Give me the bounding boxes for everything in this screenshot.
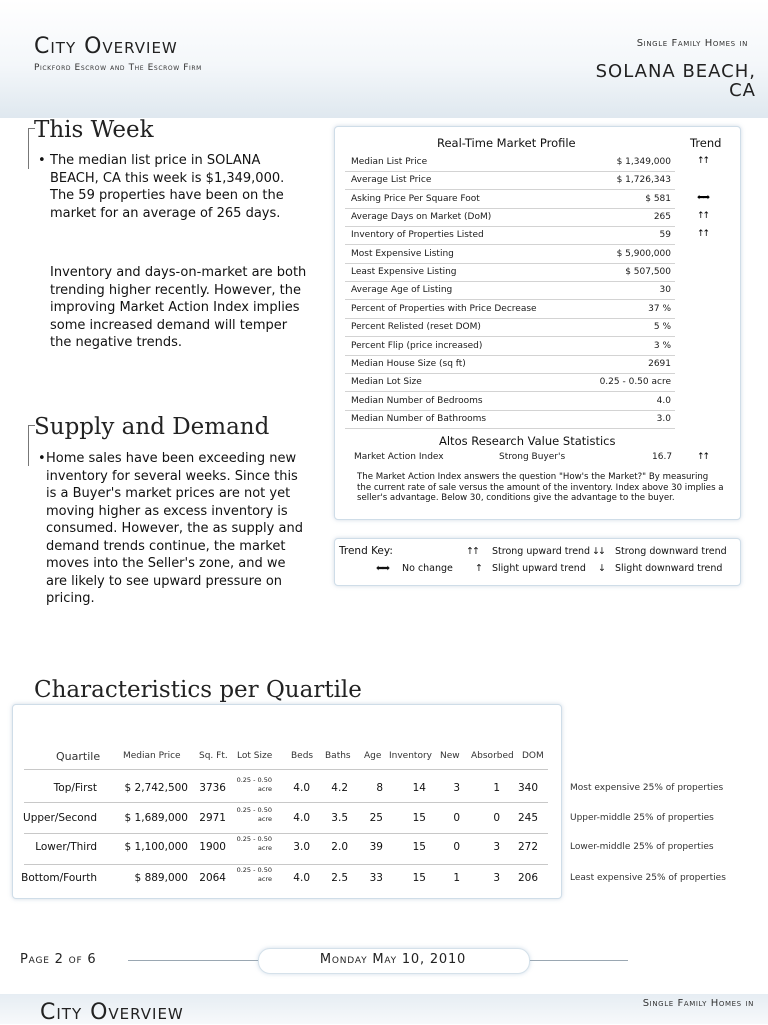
quartile-price-cell: $ 1,100,000 <box>124 841 188 853</box>
quartile-beds-cell: 4.0 <box>293 872 310 884</box>
metric-value: $ 5,900,000 <box>616 249 671 259</box>
quartile-dom-cell: 272 <box>517 841 538 853</box>
quartile-sqft-cell: 2971 <box>199 812 226 824</box>
market-profile-row <box>345 281 675 300</box>
market-profile-row <box>345 300 675 319</box>
slight-upward-icon: ↑ <box>475 563 483 574</box>
no-change-label: No change <box>402 563 453 574</box>
market-profile-row <box>345 226 675 245</box>
market-profile-row <box>345 171 675 190</box>
altos-title: Altos Research Value Statistics <box>439 434 616 448</box>
mai-label: Market Action Index <box>354 452 444 462</box>
quartile-baths-cell: 2.0 <box>331 841 348 853</box>
quartile-new-cell: 0 <box>453 812 460 824</box>
quartile-dom-cell: 340 <box>517 782 538 794</box>
this-week-paragraph-2: Inventory and days-on-market are both trending higher recently. However, the improving Market Action Index implies some increased demand will temper the negative trends. <box>50 265 307 350</box>
quartile-absorbed-cell: 3 <box>493 841 500 853</box>
market-profile-row <box>345 245 675 264</box>
next-page-property-type: Single Family Homes in <box>642 998 754 1009</box>
metric-label: Average List Price <box>351 175 432 185</box>
quartile-description: Least expensive 25% of properties <box>570 873 726 883</box>
city-line: SOLANA BEACH, <box>595 61 756 82</box>
col-inventory: Inventory <box>389 751 432 761</box>
page-title: City Overview <box>34 34 178 59</box>
market-profile-row <box>345 190 675 209</box>
col-new: New <box>440 751 460 761</box>
metric-label: Median House Size (sq ft) <box>351 359 466 369</box>
page-number: Page 2 of 6 <box>20 952 97 967</box>
col-dom: DOM <box>522 751 544 761</box>
quartile-description: Upper-middle 25% of properties <box>570 813 714 823</box>
row-divider <box>24 864 548 865</box>
quartile-new-cell: 1 <box>453 872 460 884</box>
metric-label: Median Number of Bathrooms <box>351 414 487 424</box>
market-profile-row <box>345 208 675 227</box>
quartile-price-cell: $ 889,000 <box>134 872 188 884</box>
metric-label: Average Age of Listing <box>351 285 453 295</box>
col-quartile: Quartile <box>56 750 101 763</box>
slight-downward-icon: ↓ <box>598 563 606 574</box>
quartile-lot-unit: acre <box>257 785 272 793</box>
quartile-dom-cell: 206 <box>517 872 538 884</box>
city-name <box>536 62 756 100</box>
metric-value: $ 507,500 <box>625 267 671 277</box>
market-profile-row <box>345 153 675 172</box>
col-age: Age <box>364 751 382 761</box>
property-type-label: Single Family Homes in <box>636 38 748 49</box>
metric-label: Median Lot Size <box>351 377 422 387</box>
metric-value: 3.0 <box>656 414 671 424</box>
quartile-lot-range: 0.25 - 0.50 <box>236 866 272 874</box>
quartile-baths-cell: 4.2 <box>331 782 348 794</box>
row-divider <box>24 769 548 770</box>
market-profile-title: Real-Time Market Profile <box>437 136 576 150</box>
strong-upward-icon: ↑↑ <box>697 156 709 166</box>
metric-label: Percent Flip (price increased) <box>351 341 483 351</box>
mai-note: The Market Action Index answers the question "How's the Market?" By measuring the current rate of sale versus the amount of the inventory. Index above 30 implies a seller's advantage. Below 30, conditions give the advantage to the buyer. <box>357 472 724 503</box>
col-lot: Lot Size <box>237 751 273 761</box>
metric-label: Asking Price Per Square Foot <box>351 194 480 204</box>
slight-downward-label: Slight downward trend <box>615 563 723 574</box>
quartile-name-cell: Bottom/Fourth <box>21 872 97 884</box>
metric-value: $ 1,349,000 <box>616 157 671 167</box>
market-profile-row <box>345 410 675 429</box>
market-profile-row <box>345 392 675 411</box>
quartile-inventory-cell: 14 <box>412 782 426 794</box>
next-page-title: City Overview <box>40 1000 184 1025</box>
this-week-paragraph-1: The median list price in SOLANA BEACH, CA this week is $1,349,000. The 59 properties have been on the market for an average of 265 days. <box>50 153 285 221</box>
page-header <box>0 0 768 118</box>
strong-upward-icon: ↑↑ <box>697 452 709 462</box>
metric-value: $ 581 <box>645 194 671 204</box>
strong-upward-icon: ↑↑ <box>697 211 709 221</box>
quartile-age-cell: 33 <box>369 872 383 884</box>
quartile-dom-cell: 245 <box>517 812 538 824</box>
quartile-sqft-cell: 2064 <box>199 872 226 884</box>
quartile-beds-cell: 4.0 <box>293 782 310 794</box>
footer-date: Monday May 10, 2010 <box>319 952 467 967</box>
metric-label: Percent of Properties with Price Decrease <box>351 304 537 314</box>
state-line: CA <box>729 80 756 101</box>
col-sqft: Sq. Ft. <box>199 751 228 761</box>
quartile-lot-unit: acre <box>257 815 272 823</box>
quartile-name-cell: Top/First <box>53 782 97 794</box>
metric-label: Median Number of Bedrooms <box>351 396 483 406</box>
strong-downward-icon: ↓↓ <box>592 546 604 557</box>
quartile-lot-unit: acre <box>257 875 272 883</box>
row-divider <box>24 833 548 834</box>
supply-demand-title: Supply and Demand <box>34 414 270 440</box>
quartile-new-cell: 3 <box>453 782 460 794</box>
col-beds: Beds <box>291 751 314 761</box>
page-subtitle: Pickford Escrow and The Escrow Firm <box>34 63 202 73</box>
trend-key-label: Trend Key: <box>339 545 393 557</box>
quartile-price-cell: $ 1,689,000 <box>124 812 188 824</box>
quartile-lot-range: 0.25 - 0.50 <box>236 806 272 814</box>
metric-value: 3 % <box>653 341 671 351</box>
col-price: Median Price <box>123 751 181 761</box>
quartile-age-cell: 25 <box>369 812 383 824</box>
metric-value: 59 <box>659 230 671 240</box>
quartile-age-cell: 8 <box>376 782 383 794</box>
col-baths: Baths <box>325 751 351 761</box>
row-divider <box>24 802 548 803</box>
slight-upward-label: Slight upward trend <box>492 563 586 574</box>
strong-upward-icon: ↑↑ <box>466 546 478 557</box>
quartile-price-cell: $ 2,742,500 <box>124 782 188 794</box>
quartile-baths-cell: 3.5 <box>331 812 348 824</box>
metric-value: 2691 <box>648 359 671 369</box>
metric-label: Least Expensive Listing <box>351 267 457 277</box>
metric-label: Median List Price <box>351 157 428 167</box>
bullet-icon: • <box>38 153 46 168</box>
this-week-title: This Week <box>34 117 154 143</box>
quartile-description: Lower-middle 25% of properties <box>570 842 714 852</box>
mai-value: 16.7 <box>652 452 673 462</box>
quartile-sqft-cell: 3736 <box>199 782 226 794</box>
no-change-icon: ⬅➡ <box>697 193 709 203</box>
quartile-absorbed-cell: 1 <box>493 782 500 794</box>
metric-value: $ 1,726,343 <box>616 175 671 185</box>
quartile-name-cell: Upper/Second <box>23 812 97 824</box>
col-absorbed: Absorbed <box>471 751 514 761</box>
metric-label: Average Days on Market (DoM) <box>351 212 492 222</box>
metric-label: Inventory of Properties Listed <box>351 230 484 240</box>
metric-value: 30 <box>659 285 671 295</box>
strong-downward-label: Strong downward trend <box>615 546 727 557</box>
market-profile-row <box>345 318 675 337</box>
market-profile-row <box>345 373 675 392</box>
mai-status: Strong Buyer's <box>499 452 566 462</box>
quartile-inventory-cell: 15 <box>412 841 426 853</box>
quartile-beds-cell: 4.0 <box>293 812 310 824</box>
quartile-title: Characteristics per Quartile <box>34 677 362 703</box>
metric-value: 4.0 <box>656 396 671 406</box>
quartile-lot-range: 0.25 - 0.50 <box>236 835 272 843</box>
supply-demand-paragraph: Home sales have been exceeding new inventory for several weeks. Since this is a Buyer's market prices are not yet moving higher as excess inventory is consumed. However, the as supply and demand trends continue, the market moves into the Seller's zone, and we are likely to see upward pressure on pricing. <box>46 451 303 606</box>
metric-label: Most Expensive Listing <box>351 249 454 259</box>
strong-upward-icon: ↑↑ <box>697 229 709 239</box>
quartile-name-cell: Lower/Third <box>35 841 97 853</box>
quartile-inventory-cell: 15 <box>412 812 426 824</box>
trend-header: Trend <box>690 136 722 150</box>
quartile-age-cell: 39 <box>369 841 383 853</box>
bullet-icon: • <box>38 451 46 466</box>
strong-upward-label: Strong upward trend <box>492 546 591 557</box>
quartile-lot-unit: acre <box>257 844 272 852</box>
metric-value: 37 % <box>648 304 671 314</box>
quartile-lot-range: 0.25 - 0.50 <box>236 776 272 784</box>
quartile-description: Most expensive 25% of properties <box>570 783 724 793</box>
market-profile-row <box>345 337 675 356</box>
quartile-sqft-cell: 1900 <box>199 841 226 853</box>
quartile-beds-cell: 3.0 <box>293 841 310 853</box>
market-profile-row <box>345 263 675 282</box>
no-change-icon: ⬅➡ <box>376 563 388 574</box>
quartile-absorbed-cell: 3 <box>493 872 500 884</box>
quartile-inventory-cell: 15 <box>412 872 426 884</box>
metric-value: 5 % <box>653 322 671 332</box>
metric-value: 0.25 - 0.50 acre <box>599 377 671 387</box>
quartile-absorbed-cell: 0 <box>493 812 500 824</box>
metric-label: Percent Relisted (reset DOM) <box>351 322 481 332</box>
quartile-new-cell: 0 <box>453 841 460 853</box>
market-profile-row <box>345 355 675 374</box>
quartile-baths-cell: 2.5 <box>331 872 348 884</box>
metric-value: 265 <box>653 212 671 222</box>
